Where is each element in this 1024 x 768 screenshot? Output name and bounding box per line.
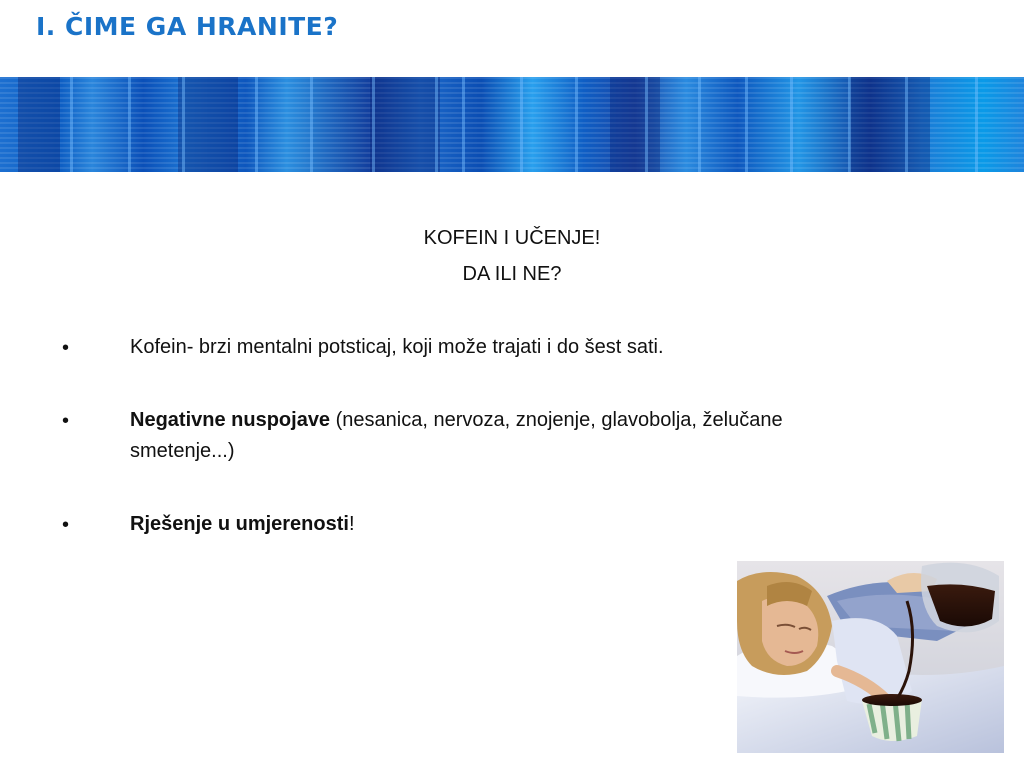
bullet-text-3: [130, 509, 890, 540]
bullet-text-1: [130, 332, 890, 363]
bullet-1-text: Kofein- brzi mentalni potsticaj, koji može trajati i do šest sati.: [130, 336, 664, 358]
slide-title: I. ČIME GA HRANITE?: [36, 12, 339, 41]
bullet-marker: •: [62, 410, 70, 432]
bullet-3-text: !: [348, 513, 355, 535]
heading-line-1: KOFEIN I UČENJE!: [423, 227, 601, 249]
bullet-2-text: (nesanica, nervoza, znojenje, glavobolja, želučane smetenje...): [130, 409, 783, 462]
bullet-text-2: [130, 405, 890, 467]
bullet-marker: •: [62, 337, 70, 359]
bullet-3-bold: Rješenje u umjerenosti: [130, 513, 349, 535]
bullet-2-bold: Negativne nuspojave: [130, 409, 331, 431]
photo-illustration: [737, 561, 1004, 753]
decorative-banner: [0, 77, 1024, 172]
bullet-marker: •: [62, 514, 70, 536]
heading-line-2: DA ILI NE?: [462, 263, 562, 285]
tired-student-coffee-photo: [737, 561, 1004, 753]
